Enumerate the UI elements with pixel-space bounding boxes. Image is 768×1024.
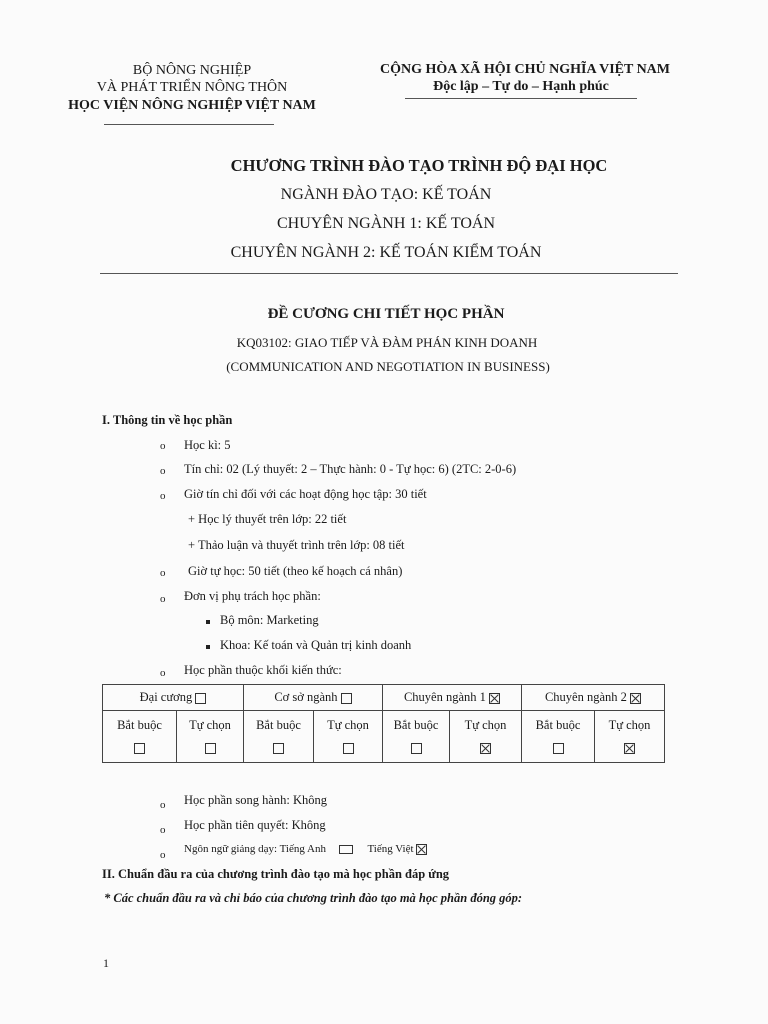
checkbox-icon [411,743,422,754]
circle-bullet-icon: o [160,567,166,579]
credit-hours: Giờ tín chỉ đối với các hoạt động học tập: 30 tiết [184,487,427,501]
knowledge-block-table [102,684,665,763]
self-study-hours: Giờ tự học: 50 tiết (theo kế hoạch cá nhân) [188,564,403,578]
section-2-heading: II. Chuẩn đầu ra của chương trình đào tạo mà học phần đáp ứng [102,867,450,881]
circle-bullet-icon: o [160,490,166,502]
prerequisite-course: Học phần tiên quyết: Không [184,818,326,832]
language-english-label: Ngôn ngữ giảng dạy: Tiếng Anh [184,843,326,855]
circle-bullet-icon: o [160,849,166,861]
group-spec-1 [383,685,522,711]
group-checkbox-checked-icon [489,693,500,704]
circle-bullet-icon: o [160,593,166,605]
group-spec-2 [522,685,665,711]
program-major: NGÀNH ĐÀO TẠO: KẾ TOÁN [280,186,492,203]
section-2-note: * Các chuẩn đầu ra và chỉ báo của chương trình đào tạo mà học phần đóng góp: [104,891,523,905]
academy-name: HỌC VIỆN NÔNG NGHIỆP VIỆT NAM [68,98,316,113]
cell-elective: Tự chọn [177,711,244,763]
checkbox-icon [273,743,284,754]
square-bullet-icon [206,645,210,649]
discussion-hours: + Thảo luận và thuyết trình trên lớp: 08 tiết [188,538,405,552]
language-vietnamese-label: Tiếng Việt [367,843,414,855]
circle-bullet-icon: o [160,799,166,811]
cell-required: Bắt buộc [522,711,595,763]
group-checkbox-icon [341,693,352,704]
semester: Học kì: 5 [184,438,231,452]
circle-bullet-icon: o [160,667,166,679]
course-name-en: (COMMUNICATION AND NEGOTIATION IN BUSINESS) [226,359,550,374]
header-right-underline [405,98,637,99]
checkbox-checked-icon [416,844,427,855]
faculty: Khoa: Kế toán và Quản trị kinh doanh [220,638,412,652]
circle-bullet-icon: o [160,465,166,477]
group-foundation-label: Cơ sở ngành [274,690,338,704]
national-motto: Độc lập – Tự do – Hạnh phúc [433,79,609,94]
parallel-course: Học phần song hành: Không [184,793,328,807]
cell-elective: Tự chọn [450,711,522,763]
knowledge-block-label: Học phần thuộc khối kiến thức: [184,663,342,677]
cell-elective: Tự chọn [314,711,383,763]
cell-required: Bắt buộc [244,711,314,763]
program-divider [100,273,678,274]
circle-bullet-icon: o [160,440,166,452]
course-name-vi: KQ03102: GIAO TIẾP VÀ ĐÀM PHÁN KINH DOANH [236,335,538,350]
program-title: CHƯƠNG TRÌNH ĐÀO TẠO TRÌNH ĐỘ ĐẠI HỌC [230,156,608,175]
checkbox-icon [553,743,564,754]
program-specialization-1: CHUYÊN NGÀNH 1: KẾ TOÁN [276,215,496,232]
cell-elective: Tự chọn [595,711,665,763]
national-title: CỘNG HÒA XÃ HỘI CHỦ NGHĨA VIỆT NAM [379,62,671,77]
section-1-heading: I. Thông tin về học phần [102,413,233,427]
header-left-underline [104,124,274,125]
checkbox-icon [343,743,354,754]
credits: Tín chỉ: 02 (Lý thuyết: 2 – Thực hành: 0 - Tự học: 6) (2TC: 2-0-6) [184,462,517,476]
responsible-unit: Đơn vị phụ trách học phần: [184,589,321,603]
checkbox-icon [339,845,353,854]
group-foundation [244,685,383,711]
checkbox-icon [134,743,145,754]
page-number: 1 [103,956,109,970]
group-checkbox-checked-icon [630,693,641,704]
ministry-name-line2: VÀ PHÁT TRIỂN NÔNG THÔN [96,80,288,95]
ministry-name: BỘ NÔNG NGHIỆP [132,63,252,78]
program-specialization-2: CHUYÊN NGÀNH 2: KẾ TOÁN KIỂM TOÁN [230,244,542,261]
group-spec-2-label: Chuyên ngành 2 [544,690,627,704]
department: Bộ môn: Marketing [220,613,319,627]
group-general [103,685,244,711]
syllabus-title: ĐỀ CƯƠNG CHI TIẾT HỌC PHẦN [267,306,505,322]
checkbox-icon [205,743,216,754]
teaching-language [184,843,427,855]
square-bullet-icon [206,620,210,624]
theory-hours: + Học lý thuyết trên lớp: 22 tiết [188,512,347,526]
group-checkbox-icon [195,693,206,704]
checkbox-checked-icon [480,743,491,754]
circle-bullet-icon: o [160,824,166,836]
checkbox-checked-icon [624,743,635,754]
cell-required: Bắt buộc [383,711,450,763]
group-spec-1-label: Chuyên ngành 1 [403,690,486,704]
cell-required: Bắt buộc [103,711,177,763]
group-general-label: Đại cương [139,690,193,704]
